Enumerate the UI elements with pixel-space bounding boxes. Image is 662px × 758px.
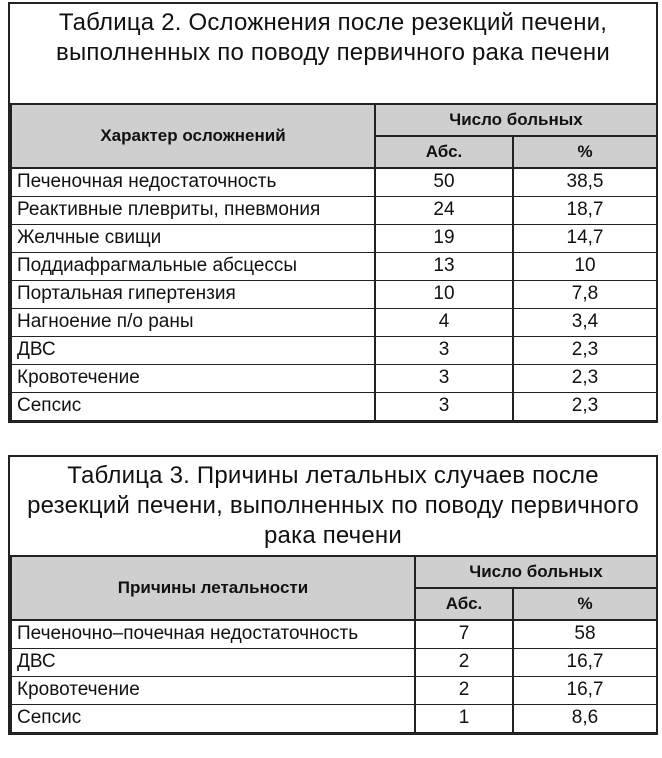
cell-abs: 2 (415, 648, 513, 676)
table2-header-pct: % (513, 136, 657, 168)
cell-name: Печеночно–почечная недостаточность (11, 620, 415, 648)
table-row (11, 336, 657, 364)
table3-header-name: Причины летальности (11, 556, 415, 620)
cell-pct: 7,8 (513, 280, 657, 308)
table-row (11, 648, 657, 676)
cell-pct: 38,5 (513, 168, 657, 196)
cell-pct: 18,7 (513, 196, 657, 224)
cell-name: Желчные свищи (11, 224, 375, 252)
table-row (11, 196, 657, 224)
table-row (11, 168, 657, 196)
cell-name: Сепсис (11, 704, 415, 732)
table2 (10, 103, 658, 421)
cell-pct: 8,6 (513, 704, 657, 732)
cell-abs: 13 (375, 252, 513, 280)
cell-name: Печеночная недостаточность (11, 168, 375, 196)
cell-pct: 2,3 (513, 392, 657, 420)
table2-header-name: Характер осложнений (11, 104, 375, 168)
cell-name: Поддиафрагмальные абсцессы (11, 252, 375, 280)
cell-abs: 3 (375, 336, 513, 364)
cell-abs: 24 (375, 196, 513, 224)
table-row (11, 252, 657, 280)
cell-name: Кровотечение (11, 676, 415, 704)
table-row (11, 364, 657, 392)
cell-pct: 14,7 (513, 224, 657, 252)
cell-name: Сепсис (11, 392, 375, 420)
table2-header-group: Число больных (375, 104, 657, 136)
cell-pct: 2,3 (513, 364, 657, 392)
table3-caption: Таблица 3. Причины летальных случаев после резекций печени, выполненных по поводу первичного рака печени (27, 462, 639, 549)
cell-abs: 3 (375, 392, 513, 420)
table2-caption: Таблица 2. Осложнения после резекций печени, выполненных по поводу первичного рака печени (56, 9, 610, 66)
table3-block (8, 455, 658, 735)
cell-abs: 1 (415, 704, 513, 732)
cell-pct: 16,7 (513, 676, 657, 704)
cell-pct: 10 (513, 252, 657, 280)
table3-header-abs: Абс. (415, 588, 513, 620)
cell-name: Реактивные плевриты, пневмония (11, 196, 375, 224)
table-row (11, 280, 657, 308)
cell-name: Нагноение п/о раны (11, 308, 375, 336)
cell-name: ДВС (11, 336, 375, 364)
cell-abs: 19 (375, 224, 513, 252)
cell-name: Портальная гипертензия (11, 280, 375, 308)
table3-header-pct: % (513, 588, 657, 620)
table-row (11, 676, 657, 704)
cell-pct: 3,4 (513, 308, 657, 336)
table-row (11, 704, 657, 732)
table-row (11, 224, 657, 252)
table2-block (8, 2, 658, 423)
cell-abs: 3 (375, 364, 513, 392)
cell-abs: 2 (415, 676, 513, 704)
table-row (11, 392, 657, 420)
cell-abs: 50 (375, 168, 513, 196)
table2-header-abs: Абс. (375, 136, 513, 168)
cell-abs: 10 (375, 280, 513, 308)
cell-pct: 2,3 (513, 336, 657, 364)
cell-abs: 4 (375, 308, 513, 336)
cell-name: ДВС (11, 648, 415, 676)
cell-pct: 16,7 (513, 648, 657, 676)
table3-header-group: Число больных (415, 556, 657, 588)
table3 (10, 555, 658, 733)
table-row (11, 308, 657, 336)
cell-abs: 7 (415, 620, 513, 648)
table-row (11, 620, 657, 648)
cell-name: Кровотечение (11, 364, 375, 392)
cell-pct: 58 (513, 620, 657, 648)
